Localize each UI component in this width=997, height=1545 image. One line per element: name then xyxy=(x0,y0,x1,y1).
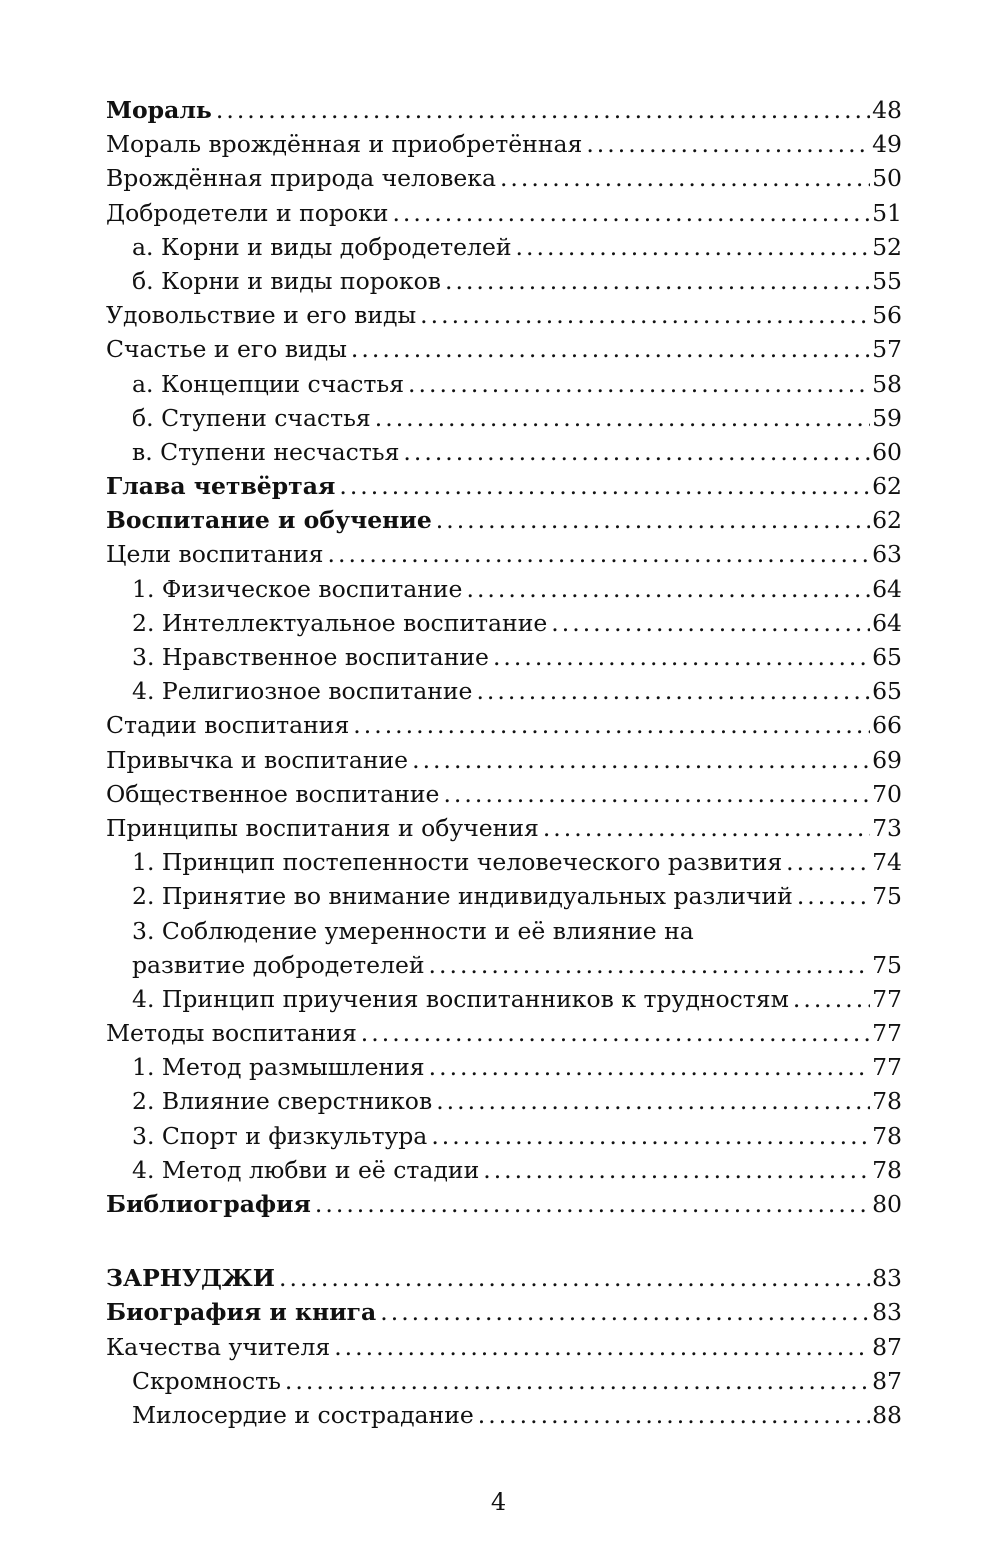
dot-leader xyxy=(793,985,870,1013)
toc-entry-page: 78 xyxy=(872,1121,902,1150)
toc-entry-title: Мораль врождённая и приобретённая xyxy=(106,130,583,159)
dot-leader xyxy=(500,164,870,192)
toc-entry-title: Глава четвёртая xyxy=(106,472,336,501)
dot-leader xyxy=(551,609,870,637)
toc-entry-title: Врождённая природа человека xyxy=(106,164,496,193)
toc-entry-page: 49 xyxy=(872,130,902,159)
toc-entry xyxy=(106,814,902,848)
toc-entry xyxy=(106,96,902,130)
toc-entry-title: 3. Нравственное воспитание xyxy=(132,643,489,671)
toc-entry-title: Принципы воспитания и обучения xyxy=(106,813,539,842)
toc-entry xyxy=(106,301,902,335)
dot-leader xyxy=(516,233,871,261)
toc-entry xyxy=(106,1367,902,1401)
toc-entry-title: Привычка и воспитание xyxy=(106,745,409,774)
toc-entry xyxy=(106,1122,902,1156)
toc-entry-title: 1. Принцип постепенности человеческого развития xyxy=(132,848,783,877)
toc-entry-title: б. Ступени счастья xyxy=(132,403,371,432)
toc-entry xyxy=(106,917,902,951)
toc-entry xyxy=(106,1401,902,1435)
toc-entry xyxy=(106,1156,902,1190)
toc-entry-page: 87 xyxy=(872,1332,902,1361)
toc-entry xyxy=(106,404,902,438)
toc-entry-title: 1. Физическое воспитание xyxy=(132,574,463,603)
toc-entry xyxy=(106,506,902,540)
toc-entry-title: а. Корни и виды добродетелей xyxy=(132,232,512,261)
toc-entry xyxy=(106,677,902,711)
dot-leader xyxy=(361,1019,870,1047)
dot-leader xyxy=(478,1401,870,1429)
dot-leader xyxy=(392,199,870,227)
toc-entry xyxy=(106,1298,902,1332)
toc-entry-page: 60 xyxy=(872,437,902,466)
dot-leader xyxy=(380,1298,870,1326)
dot-leader xyxy=(351,335,870,363)
toc-entry-page: 64 xyxy=(872,574,902,603)
toc-entry-title: Воспитание и обучение xyxy=(106,506,432,535)
toc-entry xyxy=(106,1087,902,1121)
toc-entry-title: Счастье и его виды xyxy=(106,335,347,364)
dot-leader xyxy=(429,951,871,979)
toc-entry-page: 83 xyxy=(872,1298,902,1327)
dot-leader xyxy=(328,540,871,568)
toc-entry-title: б. Корни и виды пороков xyxy=(132,266,441,295)
toc-entry-page: 50 xyxy=(872,164,902,193)
toc-entry-title: 4. Метод любви и её стадии xyxy=(132,1155,480,1184)
toc-entry xyxy=(106,882,902,916)
toc-entry-page: 88 xyxy=(872,1400,902,1429)
toc-entry xyxy=(106,711,902,745)
toc-entry-title: Удовольствие и его виды xyxy=(106,301,417,330)
dot-leader xyxy=(285,1367,870,1395)
toc-entry xyxy=(106,609,902,643)
toc-entry-title: Милосердие и сострадание xyxy=(132,1400,474,1429)
toc-entry-title: 4. Принцип приучения воспитанников к трудностям xyxy=(132,984,789,1013)
dot-leader xyxy=(353,711,870,739)
dot-leader xyxy=(420,301,870,329)
dot-leader xyxy=(797,882,870,910)
dot-leader xyxy=(466,575,870,603)
toc-entry xyxy=(106,643,902,677)
toc-entry-page: 78 xyxy=(872,1155,902,1184)
toc-entry-page: 83 xyxy=(872,1264,902,1293)
dot-leader xyxy=(334,1333,870,1361)
toc-entry xyxy=(106,1053,902,1087)
toc-entry-title: 2. Принятие во внимание индивидуальных различий xyxy=(132,882,793,911)
toc-entry-page: 77 xyxy=(872,1053,902,1082)
toc-entry-title: 3. Соблюдение умеренности и её влияние на xyxy=(132,916,694,945)
toc-entry-title: а. Концепции счастья xyxy=(132,369,405,398)
dot-leader xyxy=(429,1053,870,1081)
toc-entry-title: Стадии воспитания xyxy=(106,711,350,740)
toc-entry xyxy=(106,848,902,882)
toc-entry-page: 80 xyxy=(872,1190,902,1218)
toc-entry-page: 63 xyxy=(872,540,902,569)
toc-entry-title: Добродетели и пороки xyxy=(106,198,389,227)
toc-entry-page: 48 xyxy=(872,96,902,124)
toc-entry-title: Библиография xyxy=(106,1190,311,1218)
toc-entry-page: 69 xyxy=(872,745,902,774)
dot-leader xyxy=(403,438,870,466)
toc-entry-title: Биография и книга xyxy=(106,1298,377,1327)
toc-entry-title: развитие добродетелей xyxy=(132,950,425,979)
toc-entry xyxy=(106,233,902,267)
toc-entry-page: 70 xyxy=(872,779,902,808)
toc-entry-title: 2. Влияние сверстников xyxy=(132,1087,433,1116)
toc-entry-title: Общественное воспитание xyxy=(106,779,440,808)
toc-entry-page: 78 xyxy=(872,1087,902,1116)
toc-entry-page: 66 xyxy=(872,711,902,740)
toc-entry-page: 73 xyxy=(872,813,902,842)
toc-entry xyxy=(106,951,902,985)
toc-entry-page: 58 xyxy=(872,369,902,398)
dot-leader xyxy=(436,506,870,534)
dot-leader xyxy=(315,1190,870,1218)
toc-entry xyxy=(106,1333,902,1367)
toc-entry-title: 3. Спорт и физкультура xyxy=(132,1121,428,1150)
toc-entry xyxy=(106,985,902,1019)
toc-entry xyxy=(106,540,902,574)
table-of-contents xyxy=(106,96,902,1435)
toc-entry-page: 64 xyxy=(872,608,902,637)
toc-entry xyxy=(106,746,902,780)
toc-entry xyxy=(106,130,902,164)
toc-entry xyxy=(106,1190,902,1224)
toc-entry xyxy=(106,575,902,609)
toc-entry-page: 62 xyxy=(872,506,902,535)
dot-leader xyxy=(476,677,870,705)
toc-entry xyxy=(106,164,902,198)
dot-leader xyxy=(436,1087,870,1115)
toc-entry-title: в. Ступени несчастья xyxy=(132,437,400,466)
toc-entry-page: 62 xyxy=(872,472,902,501)
toc-entry-page: 87 xyxy=(872,1366,902,1395)
toc-entry-title: Скромность xyxy=(132,1366,281,1395)
toc-entry xyxy=(106,267,902,301)
dot-leader xyxy=(216,96,870,124)
toc-entry-page: 55 xyxy=(872,266,902,295)
toc-entry-title: 1. Метод размышления xyxy=(132,1053,425,1082)
toc-entry xyxy=(106,1264,902,1298)
toc-entry xyxy=(106,335,902,369)
toc-entry xyxy=(106,780,902,814)
page-number: 4 xyxy=(490,1488,507,1516)
toc-entry-title: Мораль xyxy=(106,96,212,124)
toc-entry-page: 56 xyxy=(872,301,902,330)
dot-leader xyxy=(431,1122,870,1150)
dot-leader xyxy=(543,814,870,842)
toc-entry-page: 59 xyxy=(872,403,902,432)
toc-entry xyxy=(106,472,902,506)
toc-entry-title: 2. Интеллектуальное воспитание xyxy=(132,608,548,637)
toc-entry-page: 77 xyxy=(872,1019,902,1048)
dot-leader xyxy=(586,130,870,158)
toc-entry xyxy=(106,199,902,233)
dot-leader xyxy=(339,472,870,500)
dot-leader xyxy=(412,746,870,774)
toc-entry xyxy=(106,370,902,404)
dot-leader xyxy=(408,370,870,398)
toc-entry-title: Качества учителя xyxy=(106,1332,331,1361)
dot-leader xyxy=(375,404,870,432)
toc-entry-page: 65 xyxy=(872,643,902,671)
dot-leader xyxy=(445,267,870,295)
toc-entry-title: 4. Религиозное воспитание xyxy=(132,677,473,706)
dot-leader xyxy=(279,1264,870,1292)
toc-entry-title: ЗАРНУДЖИ xyxy=(106,1264,275,1293)
dot-leader xyxy=(786,848,870,876)
toc-entry-title: Методы воспитания xyxy=(106,1019,357,1048)
toc-entry-page: 75 xyxy=(872,950,902,979)
toc-entry xyxy=(106,1019,902,1053)
toc-entry-page: 57 xyxy=(872,335,902,364)
toc-entry-page: 75 xyxy=(872,882,902,911)
toc-entry-title: Цели воспитания xyxy=(106,540,324,569)
toc-entry xyxy=(106,438,902,472)
dot-leader xyxy=(493,643,870,671)
toc-entry-page: 52 xyxy=(872,232,902,261)
toc-entry-page: 74 xyxy=(872,848,902,877)
dot-leader xyxy=(443,780,870,808)
toc-entry-page: 77 xyxy=(872,984,902,1013)
toc-entry-page: 65 xyxy=(872,677,902,706)
dot-leader xyxy=(483,1156,870,1184)
toc-entry-page: 51 xyxy=(872,198,902,227)
